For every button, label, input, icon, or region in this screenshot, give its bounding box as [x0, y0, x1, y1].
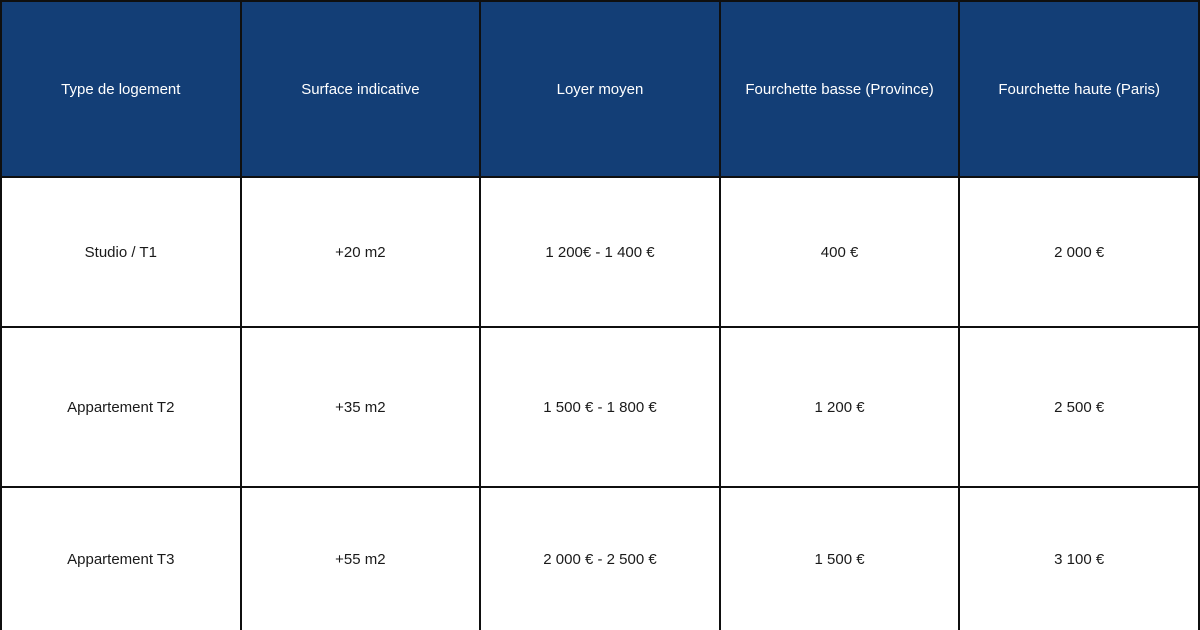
cell-loyer-moyen: 1 500 € - 1 800 €	[480, 327, 720, 487]
cell-fourchette-haute: 2 000 €	[959, 177, 1199, 327]
cell-type-de-logement: Appartement T3	[1, 487, 241, 630]
table-row	[1, 327, 1199, 487]
cell-fourchette-basse: 1 500 €	[720, 487, 960, 630]
cell-fourchette-haute: 3 100 €	[959, 487, 1199, 630]
cell-loyer-moyen: 2 000 € - 2 500 €	[480, 487, 720, 630]
header-type-de-logement: Type de logement	[1, 1, 241, 177]
header-fourchette-basse: Fourchette basse (Province)	[720, 1, 960, 177]
cell-fourchette-basse: 400 €	[720, 177, 960, 327]
table-row	[1, 177, 1199, 327]
cell-surface-indicative: +20 m2	[241, 177, 481, 327]
cell-fourchette-basse: 1 200 €	[720, 327, 960, 487]
cell-surface-indicative: +35 m2	[241, 327, 481, 487]
table-row	[1, 487, 1199, 630]
cell-surface-indicative: +55 m2	[241, 487, 481, 630]
cell-loyer-moyen: 1 200€ - 1 400 €	[480, 177, 720, 327]
header-loyer-moyen: Loyer moyen	[480, 1, 720, 177]
table-header	[1, 1, 1199, 177]
header-surface-indicative: Surface indicative	[241, 1, 481, 177]
table-body	[1, 177, 1199, 630]
header-fourchette-haute: Fourchette haute (Paris)	[959, 1, 1199, 177]
header-row	[1, 1, 1199, 177]
cell-type-de-logement: Studio / T1	[1, 177, 241, 327]
cell-fourchette-haute: 2 500 €	[959, 327, 1199, 487]
cell-type-de-logement: Appartement T2	[1, 327, 241, 487]
